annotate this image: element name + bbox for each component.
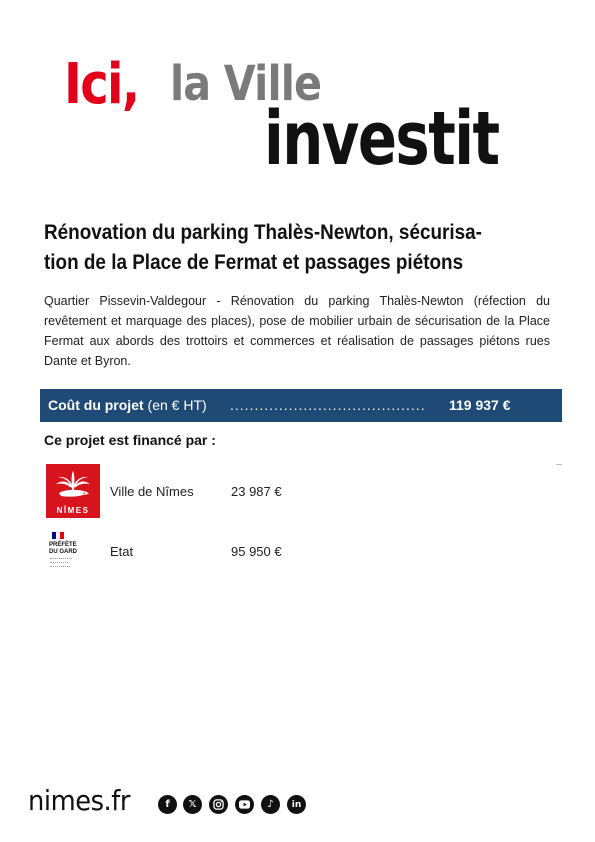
cost-leader-dots: ........................................ [230, 397, 426, 413]
project-title-line-2: tion de la Place de Fermat et passages piétons [44, 251, 464, 274]
website-link[interactable]: nimes.fr [28, 784, 131, 817]
project-description: Quartier Pissevin-Valdegour - Rénovation du parking Thalès-Newton (réfection du revêtement et marquage des places), pose de mobilier urbain de sécurisation de la Place Fermat aux abords des trottoirs et commerces et réalisation de passages piétons rues Dante et Byron. [44, 294, 550, 368]
funder-row-nimes [46, 464, 346, 520]
slogan-la-ville: la Ville [170, 56, 322, 112]
funder-name: Etat [110, 544, 134, 559]
slogan-investit: investit [264, 96, 499, 182]
cost-value: 119 937 € [449, 397, 511, 413]
cost-label-text: Coût du projet [48, 397, 144, 413]
funder-name: Ville de Nîmes [110, 484, 194, 499]
funder-row-etat [46, 530, 346, 586]
slogan-ici: Ici, [64, 52, 139, 117]
prefecture-du-gard-logo [46, 530, 100, 584]
french-flag-icon [52, 532, 64, 539]
cost-bar [40, 389, 562, 422]
motto-placeholder [50, 562, 68, 564]
linkedin-icon[interactable]: in [287, 795, 306, 814]
funder-amount: 23 987 € [231, 484, 282, 499]
nimes-crocodile-logo [46, 464, 100, 518]
footer [28, 784, 328, 824]
funding-heading: Ce projet est financé par : [44, 432, 216, 448]
header-slogan [60, 50, 550, 190]
motto-placeholder [50, 558, 72, 560]
cost-unit: (en € HT) [143, 397, 207, 413]
motto-placeholder [50, 566, 70, 568]
x-icon[interactable]: 𝕏 [183, 795, 202, 814]
instagram-icon[interactable] [209, 795, 228, 814]
funder-amount: 95 950 € [231, 544, 282, 559]
project-title-line-1: Rénovation du parking Thalès-Newton, sécurisa- [44, 221, 482, 244]
facebook-icon[interactable]: f [158, 795, 177, 814]
nimes-logo-text: NÎMES [56, 506, 90, 515]
divider-tick [556, 464, 562, 465]
prefecture-logo-line-2: DU GARD [49, 549, 77, 555]
youtube-icon[interactable] [235, 795, 254, 814]
crocodile-palm-icon [53, 468, 93, 504]
project-title [44, 218, 512, 278]
tiktok-icon[interactable]: ♪ [261, 795, 280, 814]
prefecture-logo-line-1: PRÉFÈTE [49, 542, 77, 548]
cost-label [48, 397, 207, 413]
